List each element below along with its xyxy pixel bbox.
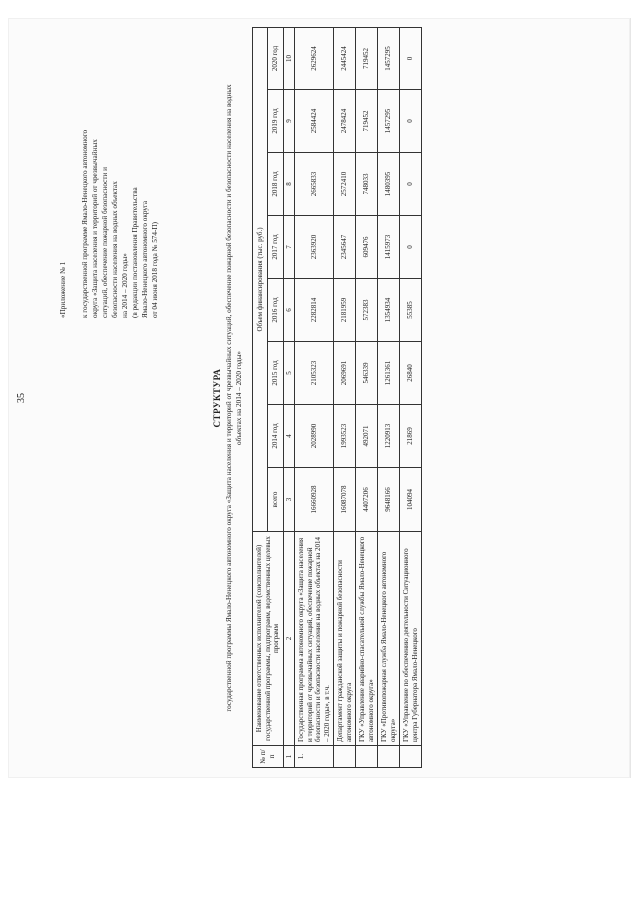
- row-value: 2363920: [295, 216, 334, 279]
- row-num: 1.: [295, 746, 334, 768]
- header-year: 2020 год: [268, 27, 283, 89]
- column-number: 6: [283, 279, 295, 342]
- table-header-row: [253, 27, 268, 767]
- column-number: 2: [283, 532, 295, 746]
- row-value: 0: [400, 153, 422, 216]
- column-number: 7: [283, 216, 295, 279]
- row-value: 1220913: [378, 405, 400, 468]
- header-year: 2015 год: [268, 342, 283, 405]
- column-number: 10: [283, 27, 295, 89]
- header-year: 2016 год: [268, 279, 283, 342]
- row-value: 9648166: [378, 468, 400, 532]
- row-value: 1261361: [378, 342, 400, 405]
- table-row: [378, 27, 400, 767]
- row-num: [400, 746, 422, 768]
- row-value: 0: [400, 27, 422, 89]
- row-value: 16660928: [295, 468, 334, 532]
- column-number-row: [283, 27, 295, 767]
- row-value: 1993523: [334, 405, 356, 468]
- rotated-page: [8, 18, 630, 778]
- appendix-note: [58, 28, 160, 318]
- appendix-line: ситуаций, обеспечение пожарной безопасности и: [101, 167, 109, 318]
- row-name: ГКУ «Противопожарная служба Ямало-Ненецкого автономного округа»: [378, 532, 400, 746]
- appendix-line: на 2014 – 2020 годы»: [121, 253, 129, 318]
- row-value: 572383: [356, 279, 378, 342]
- header-year: 2019 год: [268, 90, 283, 153]
- row-value: 2665833: [295, 153, 334, 216]
- appendix-line: Ямало-Ненецкого автономного округа: [141, 200, 149, 318]
- row-value: 2069691: [334, 342, 356, 405]
- row-name: ГКУ «Управление по обеспечению деятельности Ситуационного центра Губернатора Ямало-Ненецкого: [400, 532, 422, 746]
- row-value: 26840: [400, 342, 422, 405]
- funding-table: [252, 27, 422, 768]
- row-value: 104094: [400, 468, 422, 532]
- row-value: 492071: [356, 405, 378, 468]
- column-number: 1: [283, 746, 295, 768]
- row-value: 55385: [400, 279, 422, 342]
- column-number: 9: [283, 90, 295, 153]
- column-number: 4: [283, 405, 295, 468]
- row-value: 1480395: [378, 153, 400, 216]
- appendix-line: от 04 июня 2018 года № 574-П): [151, 222, 159, 318]
- row-value: 2629624: [295, 27, 334, 89]
- row-value: 21869: [400, 405, 422, 468]
- header-year: 2018 год: [268, 153, 283, 216]
- header-year: 2017 год: [268, 216, 283, 279]
- table-row: [295, 27, 334, 767]
- table-row: [400, 27, 422, 767]
- appendix-line: безопасности населения на водных объектах: [111, 181, 119, 318]
- header-year: всего: [268, 468, 283, 532]
- header-num: № п/п: [253, 746, 284, 768]
- row-value: 546339: [356, 342, 378, 405]
- row-value: 2478424: [334, 90, 356, 153]
- row-value: 2028990: [295, 405, 334, 468]
- row-value: 2584424: [295, 90, 334, 153]
- column-number: 3: [283, 468, 295, 532]
- row-value: 1354934: [378, 279, 400, 342]
- row-value: 2445424: [334, 27, 356, 89]
- appendix-title: «Приложение № 1: [59, 261, 67, 318]
- row-value: 2282814: [295, 279, 334, 342]
- row-value: 16087078: [334, 468, 356, 532]
- row-num: [356, 746, 378, 768]
- row-value: 4407206: [356, 468, 378, 532]
- row-value: 1457295: [378, 90, 400, 153]
- row-value: 0: [400, 90, 422, 153]
- row-value: 2345647: [334, 216, 356, 279]
- header-year: 2014 год: [268, 405, 283, 468]
- row-value: 1415973: [378, 216, 400, 279]
- column-number: 8: [283, 153, 295, 216]
- row-value: 719452: [356, 27, 378, 89]
- row-num: [378, 746, 400, 768]
- row-value: 2572410: [334, 153, 356, 216]
- row-name: ГКУ «Управление аварийно-спасательной службы Ямало-Ненецкого автономного округа»: [356, 532, 378, 746]
- row-value: 748033: [356, 153, 378, 216]
- header-funding: Объем финансирования (тыс. руб.): [253, 27, 268, 531]
- header-name: Наименование ответственных исполнителей (соисполнителей) государственной программы, подпрограмм, ведомственных целевых программ: [253, 532, 284, 746]
- row-name: Департамент гражданской защиты и пожарной безопасности автономного округа: [334, 532, 356, 746]
- row-value: 0: [400, 216, 422, 279]
- document-heading: СТРУКТУРА: [212, 368, 222, 428]
- table-row: [334, 27, 356, 767]
- row-value: 2181959: [334, 279, 356, 342]
- page-number: 35: [16, 393, 27, 403]
- row-num: [334, 746, 356, 768]
- appendix-line: (в редакции постановления Правительства: [131, 187, 139, 318]
- row-value: 609476: [356, 216, 378, 279]
- table-row: [356, 27, 378, 767]
- appendix-line: к государственной программе Ямало-Ненецкого автономного: [81, 129, 89, 318]
- document-subtitle: государственной программы Ямало-Ненецкого автономного округа «Защита населения и территорий от чрезвычайных ситуаций, обеспечение пожарной безопасности и безопасности населения на водных объектах на 2014 – 2020 годы»: [225, 84, 243, 712]
- row-value: 2105323: [295, 342, 334, 405]
- row-name: Государственная программа автономного округа «Защита населения и территорий от чрезвычайных ситуаций, обеспечение пожарной безопасности и безопасности населения на водных объектах на 2014 – 2020 годы», в т.ч.: [295, 532, 334, 746]
- column-number: 5: [283, 342, 295, 405]
- row-value: 1457295: [378, 27, 400, 89]
- appendix-line: округа «Защита населения и территорий от чрезвычайных: [91, 139, 99, 318]
- blank-area: [0, 778, 640, 905]
- row-value: 719452: [356, 90, 378, 153]
